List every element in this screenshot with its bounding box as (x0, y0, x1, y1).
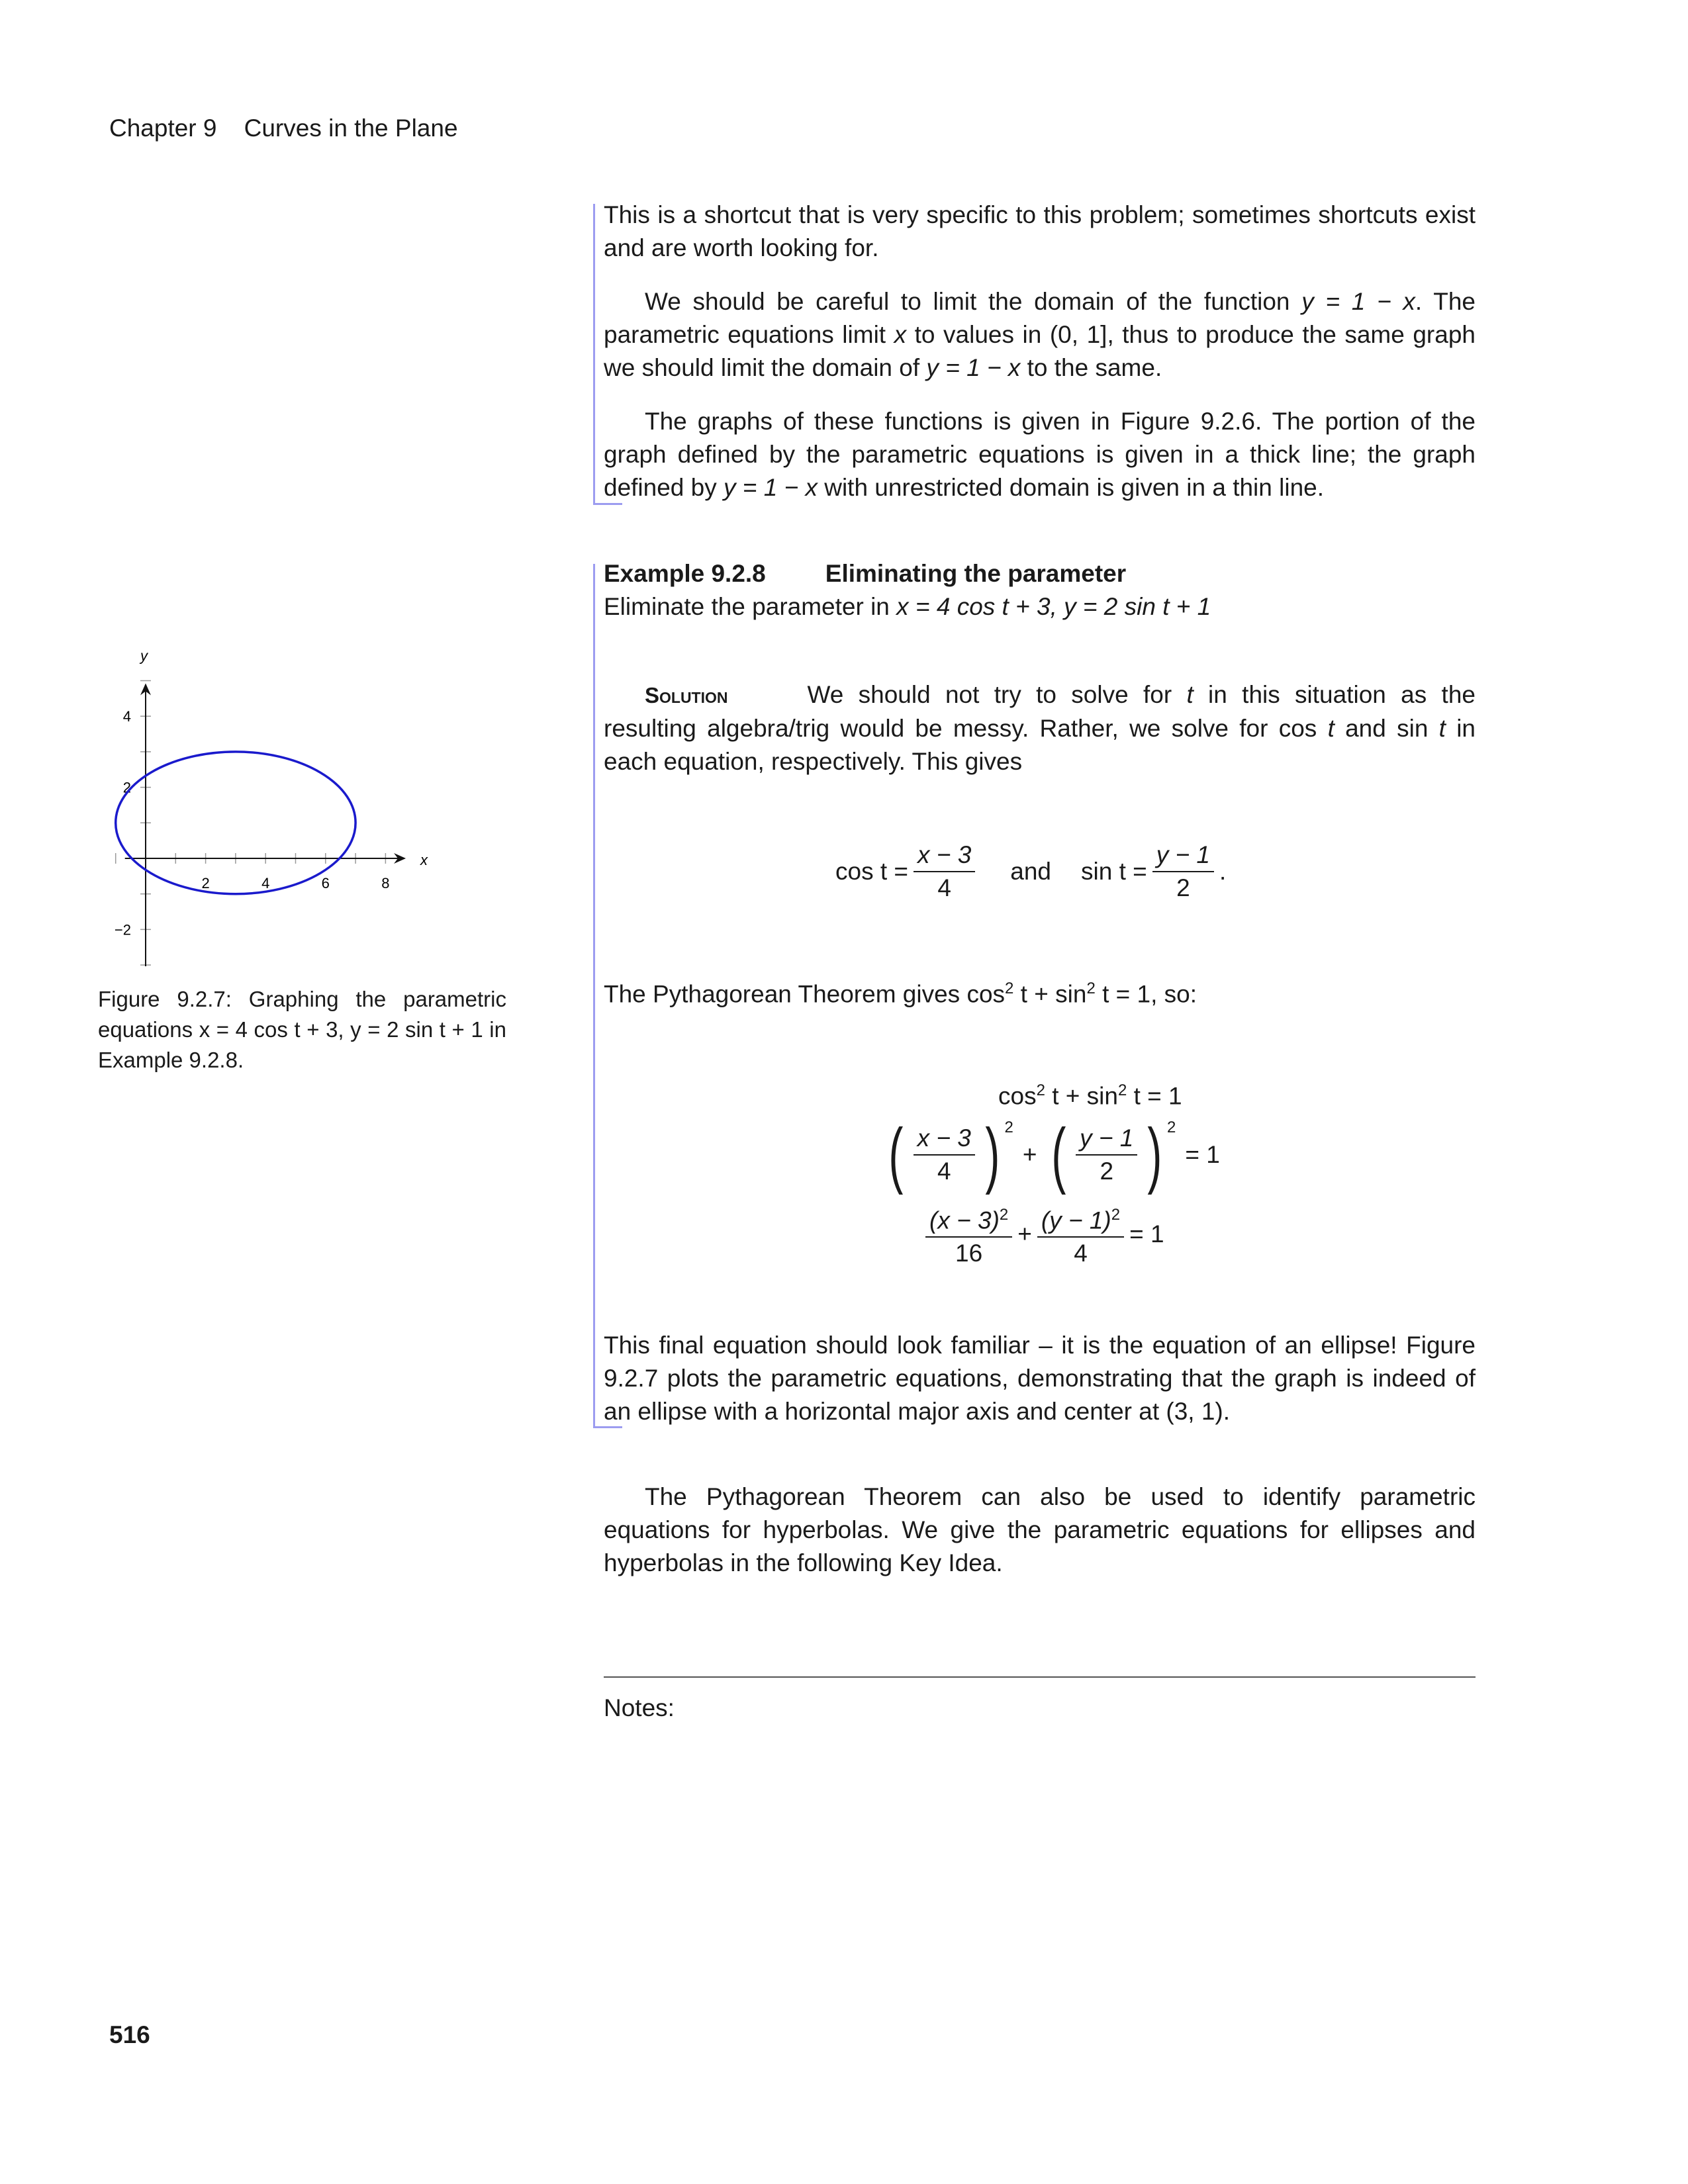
running-header (109, 112, 458, 145)
margin-bar (593, 204, 595, 505)
y-tick-label: 4 (122, 708, 131, 725)
paragraph: We should be careful to limit the domain of the function y = 1 − x. The parametric equations limit x to values in (0, 1], thus to produce the same graph we should limit the domain of y = 1 − x to the same. (604, 288, 1476, 381)
ellipse-curve (116, 752, 355, 894)
equation-line-3: $\frac{(x - 3)^2}{16}$ + $\frac{(y - 1)^2}{4}$ = 1 (920, 1199, 1164, 1269)
paragraph: This is a shortcut that is very specific to this problem; sometimes shortcuts exist and are worth looking for. (604, 201, 1476, 261)
y-tick-label: −2 (114, 921, 131, 938)
notes-label: Notes: (604, 1694, 675, 1721)
example-heading: Example 9.2.8 Eliminating the parameter Eliminate the parameter in x = 4 cos t + 3, y = 2 sin t + 1 (604, 560, 1211, 620)
paragraph: The Pythagorean Theorem can also be used to identify parametric equations for hyperbolas. We give the parametric equations for ellipses and hyperbolas in the following Key Idea. (604, 1483, 1476, 1576)
margin-bar (593, 564, 595, 1428)
y-tick-label: 2 (122, 779, 131, 796)
x-tick-label: 2 (201, 875, 210, 891)
x-tick-label: 6 (321, 875, 330, 891)
equation-line-1: $\cos^2 t + \sin^2 t = 1$ (998, 1081, 1182, 1110)
y-axis-label: y (140, 647, 148, 664)
x-tick-label: 8 (381, 875, 390, 891)
solution-paragraph: Solution We should not try to solve for t in this situation as the resulting algebra/trig would be messy. Rather, we solve for cos t and sin t in each equation, respectively. This gives (604, 681, 1476, 775)
paragraph: The Pythagorean Theorem gives $\cos^2 t + \sin^2 t = 1$, so: (604, 979, 1197, 1008)
chapter-title: Curves in the Plane (244, 114, 458, 142)
notes-divider (604, 1676, 1476, 1678)
x-axis-label: x (420, 852, 428, 868)
figure-caption: Figure 9.2.7: Graphing the parametric equations x = 4 cos t + 3, y = 2 sin t + 1 in Example 9.2.8. (98, 987, 506, 1072)
page-number: 516 (109, 2021, 150, 2048)
ellipse-plot (93, 635, 523, 966)
paragraph: The graphs of these functions is given in Figure 9.2.6. The portion of the graph defined by the parametric equations is given in a thick line; the graph defined by y = 1 − x with unrestricted domain is given in a thin line. (604, 408, 1476, 501)
paragraph: This final equation should look familiar – it is the equation of an ellipse! Figure 9.2.7 plots the parametric equations, demonstrating that the graph is indeed of an ellipse with a horizontal major axis and center at (3, 1). (604, 1332, 1476, 1425)
equation-line-2: ( $\frac{x - 3}{4}$ ) $^2$ + ( $\frac{y - 1}{2}$ ) $^2$ = 1 (888, 1114, 1220, 1195)
equation-cos-sin: cos t = $\frac{x - 3}{4}$ and sin t = $\frac{y - 1}{2}$ . (835, 839, 1226, 904)
chapter-number: Chapter 9 (109, 114, 217, 142)
x-tick-label: 4 (261, 875, 270, 891)
